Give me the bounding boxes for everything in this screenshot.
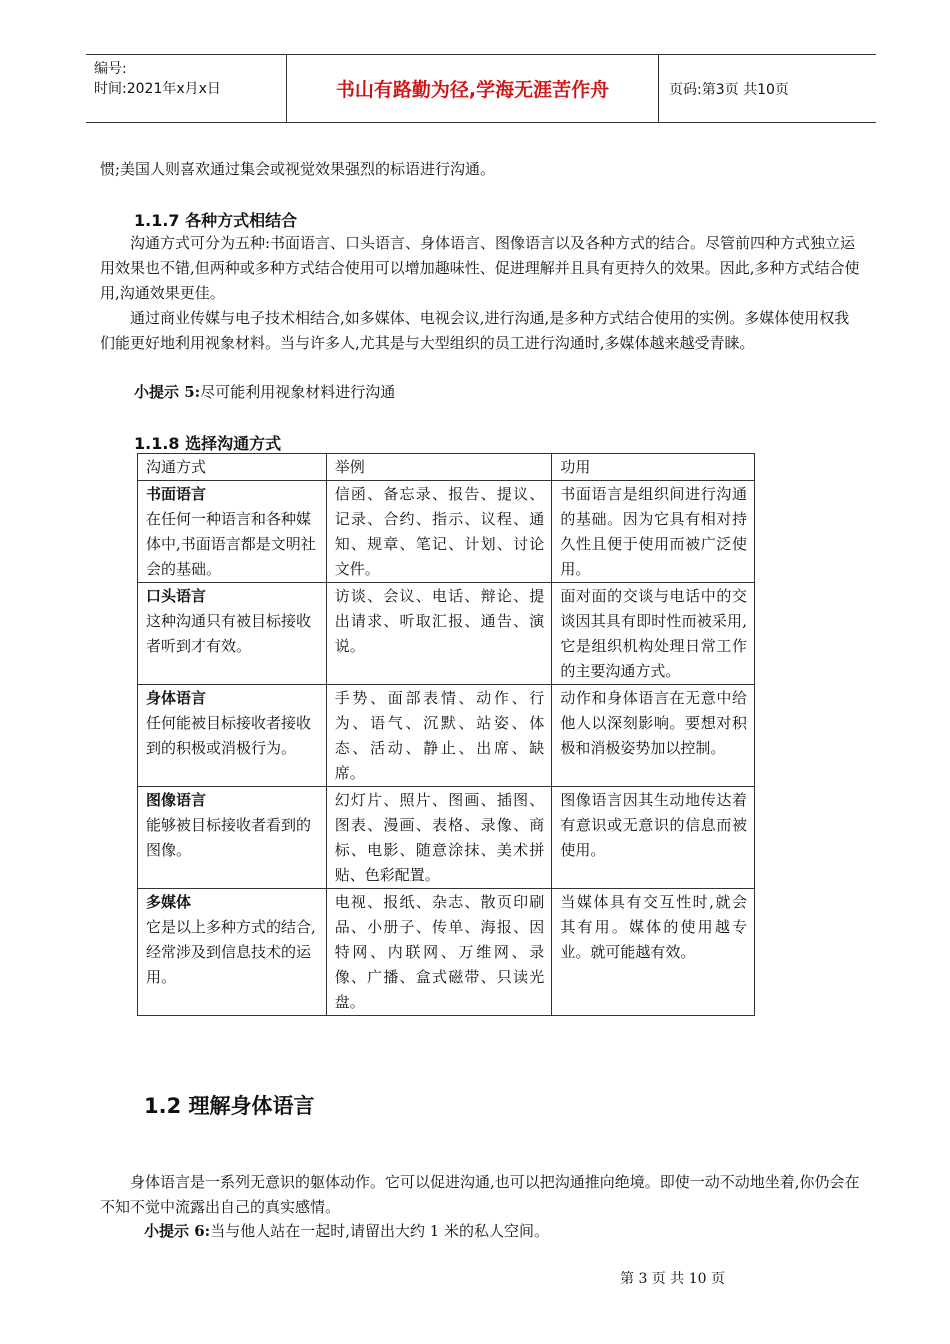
col-header-function: 功用: [552, 454, 755, 481]
table-row: [138, 685, 755, 787]
cell-method: [138, 685, 327, 787]
table-row: [138, 889, 755, 1016]
method-desc: 它是以上多种方式的结合,经常涉及到信息技术的运用。: [146, 918, 316, 986]
method-desc: 在任何一种语言和各种媒体中,书面语言都是文明社会的基础。: [146, 510, 316, 578]
cell-method: [138, 583, 327, 685]
cell-examples: 电视、报纸、杂志、散页印刷品、小册子、传单、海报、因特网、内联网、万维网、录像、广播、盒式磁带、只读光盘。: [326, 889, 552, 1016]
method-desc: 这种沟通只有被目标接收者听到才有效。: [146, 612, 312, 655]
section-title-118: 1.1.8 选择沟通方式: [134, 434, 282, 453]
method-desc: 能够被目标接收者看到的图像。: [146, 816, 312, 859]
header-motto: 书山有路勤为径,学海无涯苦作舟: [286, 55, 659, 122]
cell-function: 动作和身体语言在无意中给他人以深刻影响。要想对积极和消极姿势加以控制。: [552, 685, 755, 787]
table-header-row: [138, 454, 755, 481]
cell-method: [138, 787, 327, 889]
tip-5: [134, 381, 395, 402]
section-12-para1: 身体语言是一系列无意识的躯体动作。它可以促进沟通,也可以把沟通推向绝境。即使一动不动地坐着,你仍会在不知不觉中流露出自己的真实感情。: [100, 1173, 860, 1216]
cell-examples: 幻灯片、照片、图画、插图、图表、漫画、表格、录像、商标、电影、随意涂抹、美术拼贴、色彩配置。: [326, 787, 552, 889]
tip-6: [144, 1220, 549, 1241]
col-header-method: 沟通方式: [138, 454, 327, 481]
tip-6-text: 当与他人站在一起时,请留出大约 1 米的私人空间。: [210, 1222, 550, 1240]
communication-table: [137, 453, 755, 1016]
cell-method: [138, 889, 327, 1016]
cell-function: 图像语言因其生动地传达着有意识或无意识的信息而被使用。: [552, 787, 755, 889]
header-meta: [86, 55, 286, 122]
section-117-para2: 通过商业传媒与电子技术相结合,如多媒体、电视会议,进行沟通,是多种方式结合使用的实例。多媒体使用权我们能更好地利用视象材料。当与许多人,尤其是与大型组织的员工进行沟通时,多媒体越来越受青睐。: [100, 309, 850, 352]
method-desc: 任何能被目标接收者接收到的积极或消极行为。: [146, 714, 312, 757]
cell-function: 面对面的交谈与电话中的交谈因其具有即时性而被采用,它是组织机构处理日常工作的主要沟通方式。: [552, 583, 755, 685]
tip-5-text: 尽可能利用视象材料进行沟通: [200, 383, 396, 401]
header-time: 时间:2021年x月x日: [94, 81, 221, 97]
cell-function: 书面语言是组织间进行沟通的基础。因为它具有相对持久性且便于使用而被广泛使用。: [552, 481, 755, 583]
table-row: [138, 481, 755, 583]
cell-examples: 访谈、会议、电话、辩论、提出请求、听取汇报、通告、演说。: [326, 583, 552, 685]
tip-6-label: 小提示 6:: [144, 1222, 211, 1240]
page-footer: 第 3 页 共 10 页: [620, 1271, 725, 1287]
col-header-examples: 举例: [326, 454, 552, 481]
method-name: 书面语言: [146, 485, 207, 503]
table-row: [138, 583, 755, 685]
page-header: [86, 54, 876, 123]
cell-examples: 信函、备忘录、报告、提议、记录、合约、指示、议程、通知、规章、笔记、计划、讨论文件。: [326, 481, 552, 583]
section-117-para1: 沟通方式可分为五种:书面语言、口头语言、身体语言、图像语言以及各种方式的结合。尽管前四种方式独立运用效果也不错,但两种或多种方式结合使用可以增加趣味性、促进理解并且具有更持久的效果。因此,多种方式结合使用,沟通效果更佳。: [100, 234, 860, 302]
method-name: 多媒体: [146, 893, 192, 911]
method-name: 口头语言: [146, 587, 207, 605]
header-page-info: 页码:第3页 共10页: [669, 81, 789, 98]
tip-5-label: 小提示 5:: [134, 383, 201, 401]
cell-method: [138, 481, 327, 583]
method-name: 身体语言: [146, 689, 207, 707]
table-row: [138, 787, 755, 889]
cell-function: 当媒体具有交互性时,就会 其有用。媒体的使用越专业。就可能越有效。: [552, 889, 755, 1016]
cell-examples: 手势、面部表情、动作、行为、语气、沉默、站姿、体态、活动、静止、出席、缺席。: [326, 685, 552, 787]
section-title-12: 1.2 理解身体语言: [144, 1094, 315, 1118]
section-title-117: 1.1.7 各种方式相结合: [134, 211, 298, 230]
intro-text: 惯;美国人则喜欢通过集会或视觉效果强烈的标语进行沟通。: [100, 160, 496, 178]
method-name: 图像语言: [146, 791, 207, 809]
header-number: 编号:: [94, 61, 127, 77]
